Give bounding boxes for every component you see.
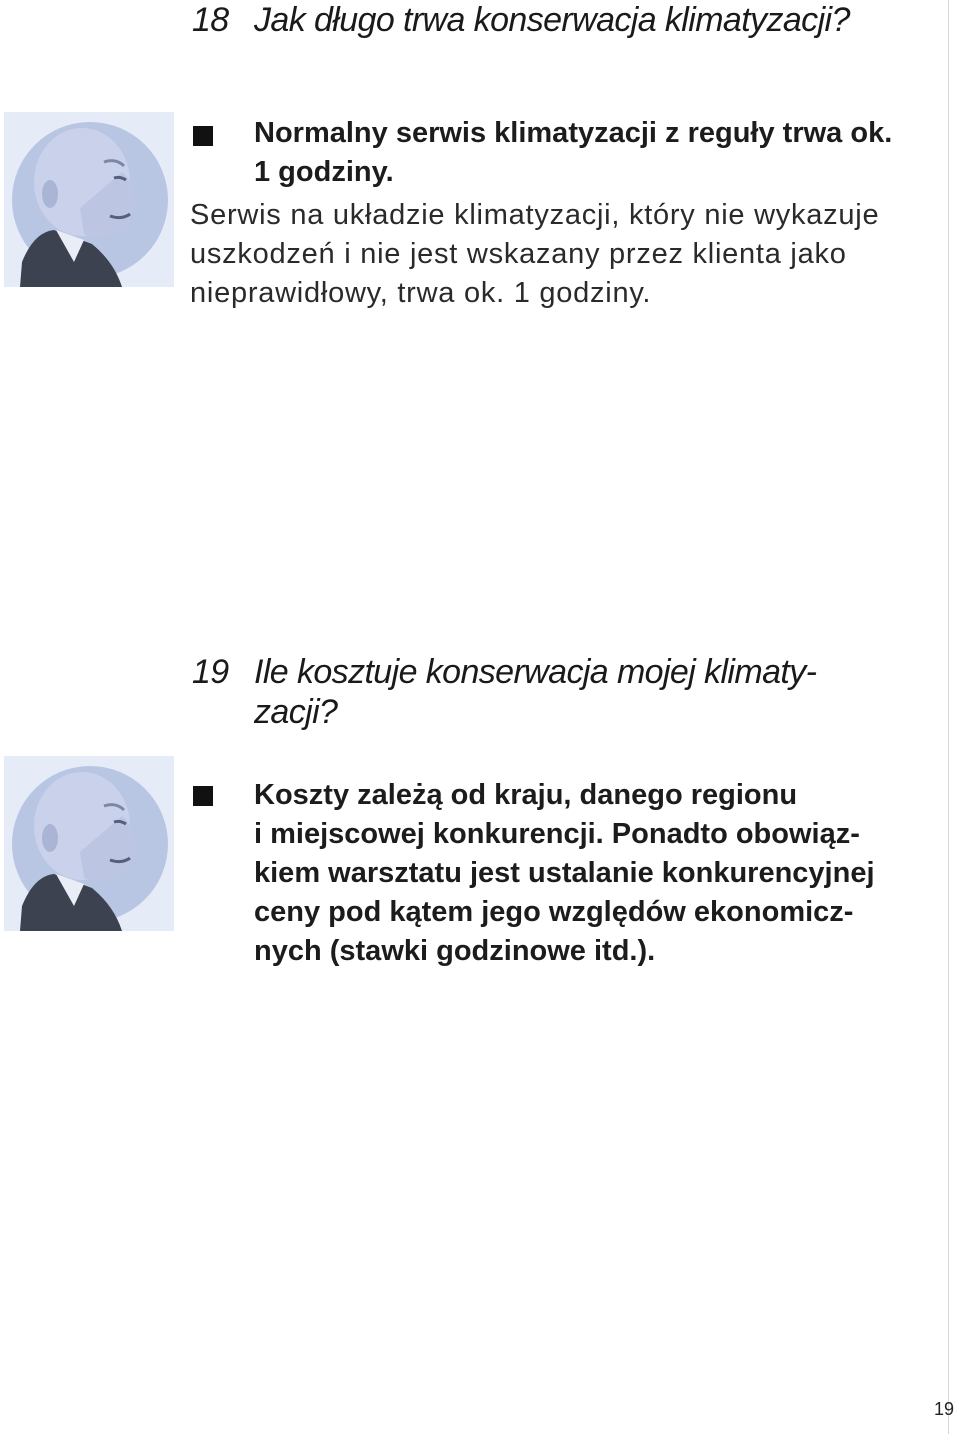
section-number: 19 bbox=[192, 653, 229, 691]
paragraph-line: 1 godziny. bbox=[254, 156, 394, 188]
section-number: 18 bbox=[192, 1, 229, 39]
question-line: zacji? bbox=[254, 693, 338, 731]
paragraph-line: Serwis na układzie klimatyzacji, który nie wykazuje bbox=[190, 199, 880, 231]
bald-man-portrait-icon bbox=[4, 756, 174, 931]
square-bullet-icon bbox=[193, 126, 213, 146]
square-bullet-icon bbox=[193, 786, 213, 806]
page-number: 19 bbox=[934, 1399, 955, 1419]
answer-paragraph bbox=[254, 114, 892, 192]
paragraph-line: nieprawidłowy, trwa ok. 1 godziny. bbox=[190, 277, 652, 309]
answer-paragraph bbox=[254, 776, 875, 971]
question-line: Jak długo trwa konserwacja klimatyzacji? bbox=[254, 1, 850, 39]
paragraph-line: nych (stawki godzinowe itd.). bbox=[254, 935, 656, 967]
question-line: Ile kosztuje konserwacja mojej klimaty- bbox=[254, 653, 817, 691]
section-heading bbox=[192, 0, 850, 40]
bald-man-portrait-icon bbox=[4, 112, 174, 287]
section-heading bbox=[192, 652, 816, 732]
answer-detail-paragraph bbox=[190, 196, 879, 313]
paragraph-line: uszkodzeń i nie jest wskazany przez klienta jako bbox=[190, 238, 847, 270]
page-edge bbox=[948, 0, 949, 1434]
paragraph-line: Koszty zależą od kraju, danego regionu bbox=[254, 779, 798, 811]
paragraph-line: ceny pod kątem jego względów ekonomicz- bbox=[254, 896, 854, 928]
paragraph-line: i miejscowej konkurencji. Ponadto obowiąz- bbox=[254, 818, 860, 850]
paragraph-line: kiem warsztatu jest ustalanie konkurencyjnej bbox=[254, 857, 875, 889]
paragraph-line: Normalny serwis klimatyzacji z reguły trwa ok. bbox=[254, 117, 893, 149]
